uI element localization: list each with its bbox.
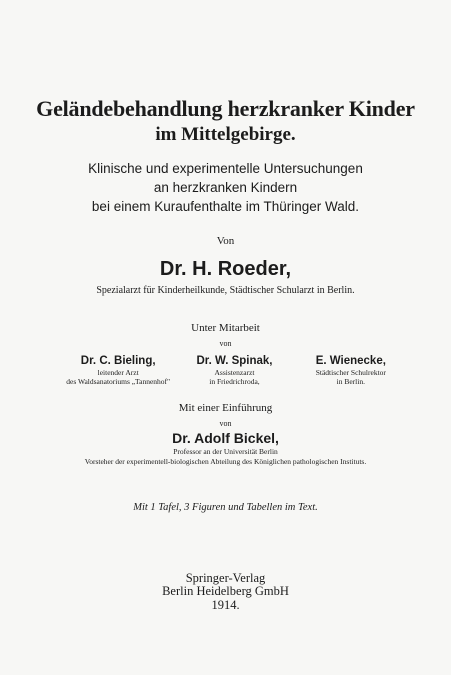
- collaborator-name: Dr. W. Spinak,: [196, 355, 273, 367]
- book-title-line-2: im Mittelgebirge.: [155, 124, 296, 145]
- publisher-place: Berlin Heidelberg GmbH: [162, 584, 289, 598]
- introduction-author-name: Dr. Adolf Bickel,: [172, 430, 279, 446]
- introduction-von: von: [219, 419, 232, 428]
- book-title-line-1: Geländebehandlung herzkranker Kinder: [36, 96, 415, 121]
- subtitle-line-2: an herzkranken Kindern: [153, 180, 298, 195]
- author-name: Dr. H. Roeder,: [159, 258, 292, 280]
- collaborator: [60, 355, 176, 386]
- collaborator-desc: in Friedrichroda,: [209, 377, 260, 387]
- author-description: Spezialarzt für Kinderheilkunde, Städtischer Schularzt in Berlin.: [96, 285, 355, 296]
- collaboration-heading: Unter Mitarbeit: [191, 322, 260, 334]
- collaborator: [293, 355, 409, 386]
- collaborators: [60, 355, 409, 386]
- collaborator-desc: Assistenzarzt: [214, 367, 255, 377]
- collaboration-von: von: [219, 339, 232, 348]
- collaborator-name: Dr. C. Bieling,: [80, 355, 156, 367]
- introduction-author-desc-1: Professor an der Universität Berlin: [173, 447, 278, 456]
- collaborator-desc: in Berlin.: [336, 377, 365, 387]
- subtitle-line-1: Klinische und experimentelle Untersuchungen: [88, 161, 363, 176]
- author-von: Von: [216, 235, 235, 247]
- publisher-name: Springer-Verlag: [185, 571, 266, 585]
- collaborator-name: E. Wienecke,: [315, 355, 386, 367]
- introduction-author-desc-2: Vorsteher der experimentell-biologischen Abteilung des Königlichen pathologischen Instituts.: [84, 457, 367, 466]
- collaborator-desc: Städtischer Schulrektor: [315, 367, 386, 377]
- collaborator-desc: des Waldsanatoriums „Tannenhof": [66, 377, 171, 387]
- publication-year: 1914.: [211, 598, 240, 612]
- illustrations-note: Mit 1 Tafel, 3 Figuren und Tabellen im Text.: [133, 502, 318, 513]
- collaborator: [176, 355, 292, 386]
- introduction-heading: Mit einer Einführung: [178, 402, 273, 414]
- collaborator-desc: leitender Arzt: [97, 367, 139, 377]
- subtitle-line-3: bei einem Kuraufenthalte im Thüringer Wald.: [91, 199, 360, 214]
